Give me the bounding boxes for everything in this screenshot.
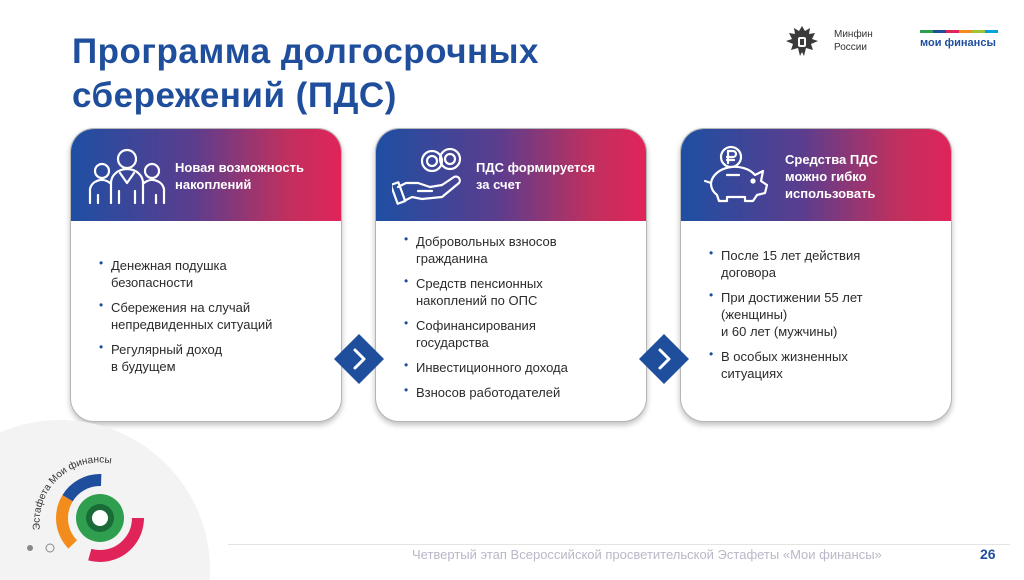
card-header-line: за счет	[476, 177, 521, 192]
list-item-line: • Денежная подушка	[111, 258, 227, 273]
slide-title-line-2: сбережений (ПДС)	[72, 76, 397, 115]
card-header-line: использовать	[785, 186, 876, 201]
list-item-line: и 60 лет (мужчины)	[721, 324, 838, 339]
list-item-line: гражданина	[416, 251, 488, 266]
list-item	[111, 257, 331, 291]
list-item-line: • При достижении 55 лет	[721, 290, 863, 305]
card-header-text	[175, 159, 335, 193]
moi-finansy-logo	[920, 30, 1000, 49]
footer-divider	[228, 544, 1010, 545]
list-item-line: (женщины)	[721, 307, 788, 322]
card-header-line: можно гибко	[785, 169, 867, 184]
list-item	[416, 275, 636, 309]
list-item-line: • После 15 лет действия	[721, 248, 861, 263]
list-item	[721, 348, 941, 382]
card-header	[681, 129, 951, 221]
logo-stripe	[920, 30, 933, 33]
list-item-line: • Софинансирования	[416, 318, 536, 333]
people-group-icon	[87, 143, 167, 209]
logo-stripe	[959, 30, 972, 33]
list-item	[721, 247, 941, 281]
minfin-label	[834, 28, 873, 54]
relay-logo	[0, 420, 220, 580]
slide-title-line-1: Программа долгосрочных	[72, 32, 540, 71]
list-item-line: • В особых жизненных	[721, 349, 848, 364]
list-item-line: • Средств пенсионных	[416, 276, 543, 291]
card-usage	[680, 128, 952, 422]
card-list	[71, 257, 341, 383]
piggy-bank-ruble-icon	[697, 143, 777, 209]
eagle-emblem-icon	[782, 22, 822, 62]
slide-title	[72, 30, 712, 118]
card-sources	[375, 128, 647, 422]
list-item-line: непредвиденных ситуаций	[111, 317, 273, 332]
card-header-line: накоплений	[175, 177, 252, 192]
list-item-line: • Взносов работодателей	[416, 385, 561, 400]
card-header	[376, 129, 646, 221]
card-header-line: Средства ПДС	[785, 152, 878, 167]
footer-text: Четвертый этап Всероссийской просветительской Эстафеты «Мои финансы»	[412, 547, 882, 562]
logo-stripe	[946, 30, 959, 33]
chevron-right-icon	[639, 334, 689, 384]
list-item-line: • Регулярный доход	[111, 342, 223, 357]
card-header-line: ПДС формируется	[476, 160, 596, 175]
list-item-line: • Сбережения на случай	[111, 300, 251, 315]
list-item-line: договора	[721, 265, 776, 280]
list-item-line: • Добровольных взносов	[416, 234, 557, 249]
logo-color-stripes	[920, 30, 998, 33]
logo-stripe	[985, 30, 998, 33]
logo-stripe	[933, 30, 946, 33]
list-item	[721, 289, 941, 340]
list-item-line: ситуациях	[721, 366, 783, 381]
card-opportunity	[70, 128, 342, 422]
card-list	[681, 247, 951, 390]
card-header	[71, 129, 341, 221]
list-item	[416, 359, 636, 376]
list-item-line: накоплений по ОПС	[416, 293, 538, 308]
list-item-line: государства	[416, 335, 489, 350]
list-item	[416, 317, 636, 351]
chevron-right-icon	[334, 334, 384, 384]
card-header-text	[785, 151, 945, 202]
card-header-text	[476, 159, 636, 193]
list-item-line: безопасности	[111, 275, 194, 290]
list-item	[416, 384, 636, 401]
logo-stripe	[972, 30, 985, 33]
list-item	[111, 341, 331, 375]
list-item	[111, 299, 331, 333]
minfin-label-line-1: Минфин	[834, 29, 873, 40]
list-item-line: в будущем	[111, 359, 176, 374]
relay-logo-text: Эстафета Мои финансы	[31, 454, 113, 531]
minfin-logo	[782, 22, 892, 62]
minfin-label-line-2: России	[834, 42, 867, 53]
card-header-line: Новая возможность	[175, 160, 304, 175]
page-number: 26	[980, 546, 996, 562]
coins-in-hand-icon	[392, 143, 472, 209]
list-item	[416, 233, 636, 267]
list-item-line: • Инвестиционного дохода	[416, 360, 568, 375]
card-list	[376, 233, 646, 409]
moi-finansy-label: мои финансы	[920, 37, 996, 49]
